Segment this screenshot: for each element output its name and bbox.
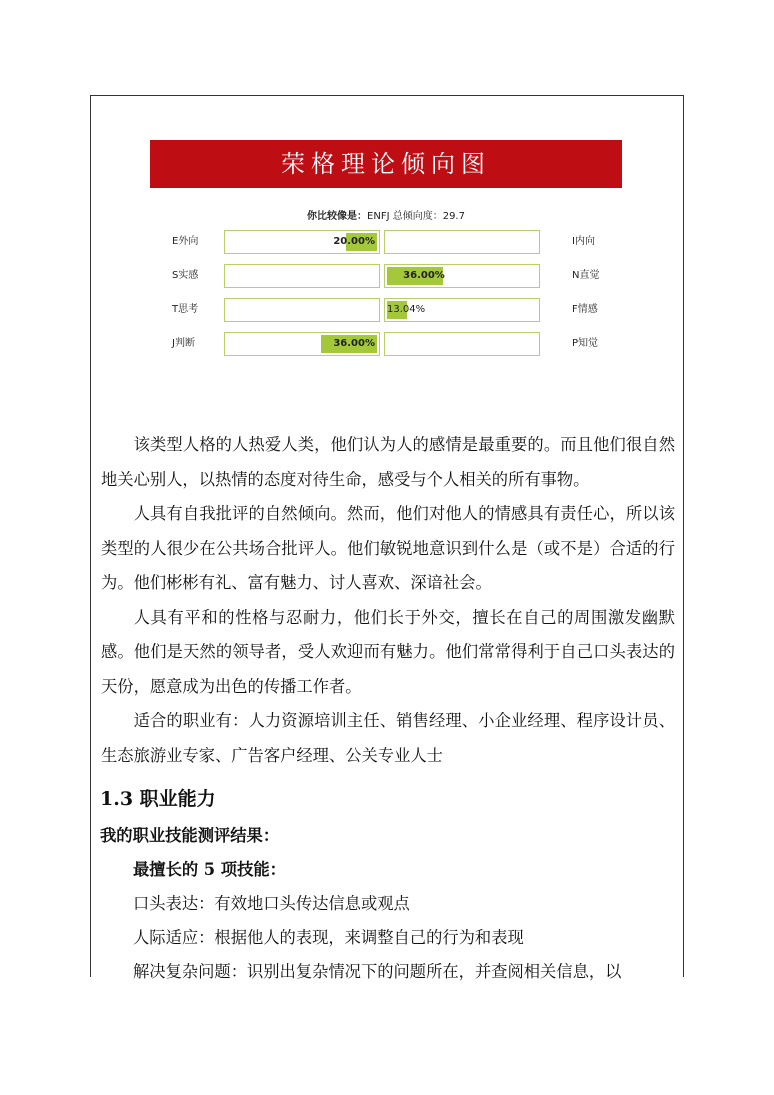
row-right-label: N直觉	[572, 270, 600, 281]
chart-title: 荣格理论倾向图	[150, 140, 622, 188]
summary-type: ENFJ	[367, 211, 390, 222]
row-left-label: E外向	[172, 236, 199, 247]
top5-heading: 最擅长的 5 项技能：	[133, 860, 286, 879]
row-left-label: S实感	[172, 270, 199, 281]
summary-prefix: 你比较像是：	[307, 211, 368, 222]
row-left-label: T思考	[172, 304, 199, 315]
bar-value-label: 36.00%	[403, 270, 445, 281]
row-left-label: J判断	[172, 338, 195, 349]
chart-summary	[200, 207, 572, 222]
section-heading: 1.3 职业能力	[100, 788, 216, 810]
bar-value-label: 36.00%	[333, 338, 375, 349]
row-right-label: F情感	[572, 304, 598, 315]
left-bar-box	[224, 264, 380, 288]
left-bar-box	[224, 298, 380, 322]
type-description	[101, 428, 675, 773]
skill-item: 口头表达：有效地口头传达信息或观点	[133, 894, 410, 913]
row-right-label: P知觉	[572, 338, 599, 349]
summary-score-label: 总倾向度：	[392, 211, 443, 222]
summary-score: 29.7	[442, 211, 465, 222]
paragraph: 人具有平和的性格与忍耐力，他们长于外交，擅长在自己的周围激发幽默感。他们是天然的领导者，受人欢迎而有魅力。他们常常得利于自己口头表达的天份，愿意成为出色的传播工作者。	[101, 607, 675, 696]
right-bar-box	[384, 332, 540, 356]
paragraph: 人具有自我批评的自然倾向。然而，他们对他人的情感具有责任心，所以该类型的人很少在公共场合批评人。他们敏锐地意识到什么是（或不是）合适的行为。他们彬彬有礼、富有魅力、讨人喜欢、深谙社会。	[101, 504, 675, 592]
paragraph: 该类型人格的人热爱人类，他们认为人的感情是最重要的。而且他们很自然地关心别人，以热情的态度对待生命，感受与个人相关的所有事物。	[101, 435, 675, 489]
right-bar-box	[384, 264, 540, 288]
right-bar-box	[384, 230, 540, 254]
skill-item: 人际适应：根据他人的表现，来调整自己的行为和表现	[133, 928, 524, 947]
right-bar-box	[384, 298, 540, 322]
bar-value-label: 20.00%	[333, 236, 375, 247]
left-bar-box	[224, 230, 380, 254]
paragraph: 适合的职业有：人力资源培训主任、销售经理、小企业经理、程序设计员、生态旅游业专家、广告客户经理、公关专业人士	[101, 711, 675, 765]
skill-item: 解决复杂问题：识别出复杂情况下的问题所在，并查阅相关信息，以	[133, 962, 622, 981]
row-right-label: I内向	[572, 236, 595, 247]
left-bar-box	[224, 332, 380, 356]
result-intro: 我的职业技能测评结果：	[100, 826, 280, 845]
bar-value-label: 13.04%	[387, 304, 426, 315]
